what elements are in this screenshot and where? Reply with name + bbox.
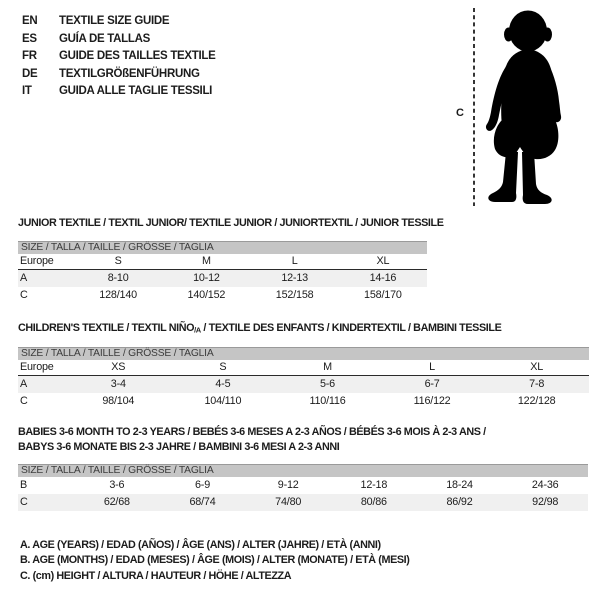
size-cell: 8-10: [107, 272, 129, 285]
language-row: [22, 13, 216, 31]
size-cell: S: [219, 361, 227, 373]
language-guide-title: GUÍA DE TALLAS: [59, 32, 150, 45]
table-row: [18, 287, 427, 304]
size-cell: 158/170: [364, 289, 402, 302]
size-cell: XS: [111, 361, 126, 373]
footnotes: [20, 538, 409, 584]
language-code: IT: [22, 85, 32, 98]
babies-section-title: [18, 425, 486, 455]
language-code: ES: [22, 32, 37, 45]
language-title-list: [22, 13, 216, 101]
row-label: A: [20, 272, 28, 285]
size-cell: 3-6: [109, 479, 125, 491]
size-cell: 6-9: [195, 479, 211, 491]
size-cell: 110/116: [309, 395, 346, 408]
size-cell: 24-36: [531, 479, 559, 491]
size-cell: 4-5: [215, 378, 231, 391]
size-header-bar: SIZE / TALLA / TAILLE / GRÖSSE / TAGLIA: [18, 241, 427, 254]
language-row: [22, 31, 216, 49]
table-row: [18, 477, 588, 494]
size-cell: 116/122: [413, 395, 451, 408]
babies-size-table: [18, 464, 588, 511]
language-guide-title: TEXTILE SIZE GUIDE: [59, 15, 170, 27]
size-cell: 128/140: [99, 289, 137, 302]
height-marker-label: C: [456, 107, 464, 119]
language-guide-title: GUIDA ALLE TAGLIE TESSILI: [59, 85, 213, 98]
row-label: C: [20, 289, 28, 302]
table-row: [18, 494, 588, 511]
language-guide-title: TEXTILGRÖßENFÜHRUNG: [59, 67, 200, 80]
size-cell: 98/104: [102, 395, 135, 408]
table-row: [18, 376, 589, 393]
table-row: [18, 254, 427, 270]
size-cell: 68/74: [189, 496, 216, 508]
size-cell: 12-18: [360, 479, 388, 491]
size-cell: 104/110: [204, 395, 242, 408]
row-label: A: [20, 378, 28, 391]
size-cell: XL: [376, 255, 390, 267]
size-header-bar: SIZE / TALLA / TAILLE / GRÖSSE / TAGLIA: [18, 347, 589, 360]
junior-section-title: JUNIOR TEXTILE / TEXTIL JUNIOR/ TEXTILE JUNIOR / JUNIORTEXTIL / JUNIOR TESSILE: [18, 217, 444, 229]
size-cell: 7-8: [529, 378, 545, 391]
size-cell: 18-24: [446, 479, 473, 491]
footnote-line: A. AGE (YEARS) / EDAD (AÑOS) / ÂGE (ANS) / ALTER (JAHRE) / ETÀ (ANNI): [20, 539, 381, 551]
table-row: [18, 270, 427, 287]
toddler-figure: [445, 0, 600, 215]
size-cell: L: [291, 255, 298, 267]
children-title-part-2: / TEXTILE DES ENFANTS / KINDERTEXTIL / BAMBINI TESSILE: [200, 322, 502, 334]
table-row: [18, 360, 589, 376]
size-header-bar: SIZE / TALLA / TAILLE / GRÖSSE / TAGLIA: [18, 464, 588, 477]
size-cell: 3-4: [110, 378, 126, 391]
size-cell: 62/68: [103, 496, 130, 508]
footnote-line: B. AGE (MONTHS) / EDAD (MESES) / ÂGE (MOIS) / ALTER (MONATE) / ETÀ (MESI): [20, 554, 410, 567]
language-row: [22, 83, 216, 101]
size-cell: 14-16: [369, 272, 397, 285]
children-section-title: [18, 322, 501, 335]
size-cell: 86/92: [446, 496, 473, 508]
language-code: FR: [22, 50, 37, 63]
language-guide-title: GUIDE DES TAILLES TEXTILE: [59, 50, 216, 63]
row-label: Europe: [20, 255, 54, 267]
babies-title-line-2: BABYS 3-6 MONATE BIS 2-3 JAHRE / BAMBINI 3-6 MESI A 2-3 ANNI: [18, 441, 340, 453]
size-cell: L: [429, 361, 435, 373]
row-label: Europe: [20, 361, 54, 373]
row-label: B: [20, 479, 28, 491]
language-code: DE: [22, 67, 38, 80]
size-cell: 80/86: [360, 496, 387, 508]
size-cell: 92/98: [532, 496, 559, 508]
size-cell: M: [201, 255, 211, 267]
size-cell: XL: [530, 361, 544, 373]
size-cell: 74/80: [275, 496, 302, 508]
size-cell: 6-7: [424, 378, 440, 391]
row-label: C: [20, 496, 28, 508]
size-cell: 10-12: [193, 272, 220, 285]
table-row: [18, 393, 589, 410]
size-cell: S: [114, 255, 122, 267]
children-size-table: [18, 347, 589, 410]
toddler-silhouette-icon: [445, 0, 600, 215]
toddler-silhouette: [486, 11, 561, 205]
junior-size-table: [18, 241, 427, 304]
language-code: EN: [22, 15, 38, 27]
size-cell: 122/128: [517, 395, 556, 408]
size-cell: 152/158: [275, 289, 314, 302]
row-label: C: [20, 395, 28, 408]
children-title-subscript: /A: [194, 325, 201, 335]
babies-title-line-1: BABIES 3-6 MONTH TO 2-3 YEARS / BEBÉS 3-6 MESES A 2-3 AÑOS / BÉBÉS 3-6 MOIS À 2-3 ANS /: [18, 426, 486, 438]
size-cell: M: [323, 361, 332, 373]
language-row: [22, 66, 216, 84]
size-cell: 5-6: [319, 378, 335, 391]
language-row: [22, 48, 216, 66]
size-cell: 140/152: [187, 289, 226, 302]
size-cell: 9-12: [277, 479, 299, 491]
children-title-part-1: CHILDREN'S TEXTILE / TEXTIL NIÑO: [18, 322, 195, 334]
size-cell: 12-13: [281, 272, 308, 285]
footnote-line: C. (cm) HEIGHT / ALTURA / HAUTEUR / HÖHE / ALTEZZA: [20, 569, 292, 582]
